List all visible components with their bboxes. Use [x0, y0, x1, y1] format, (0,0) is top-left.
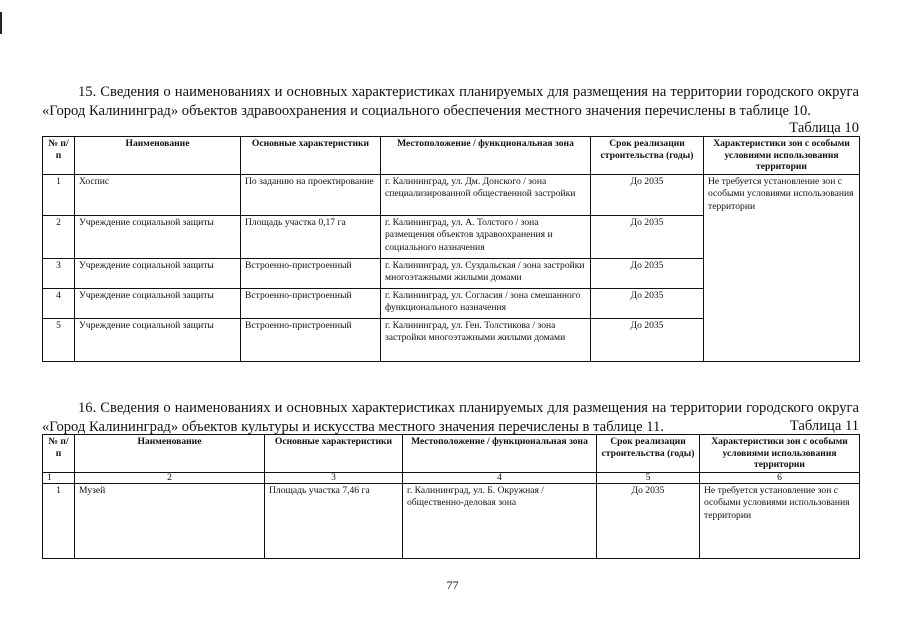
col-number: 4: [403, 472, 597, 483]
header-characteristics: Основные характеристики: [265, 435, 403, 473]
cell-num: 1: [43, 174, 75, 215]
cell-characteristics: Встроенно-пристроенный: [241, 258, 381, 288]
header-name: Наименование: [75, 137, 241, 175]
header-zones: Характеристики зон с особыми условиями использования территории: [704, 137, 860, 175]
cell-location: г. Калининград, ул. Согласия / зона смешанного функционального назначения: [381, 288, 591, 318]
page-number: 77: [446, 578, 459, 592]
col-number: 1: [43, 472, 75, 483]
cell-location: г. Калининград, ул. Суздальская / зона застройки многоэтажными жилыми домами: [381, 258, 591, 288]
cell-name: Учреждение социальной защиты: [75, 215, 241, 258]
cell-term: До 2035: [591, 174, 704, 215]
header-term: Срок реализации строительства (годы): [591, 137, 704, 175]
column-number-row: [43, 472, 860, 483]
cell-zones: Не требуется установление зон с особыми условиями использования территории: [700, 483, 860, 558]
cell-zones-merged: Не требуется установление зон с особыми условиями использования территории: [704, 174, 860, 361]
table-11-header-row: [43, 435, 860, 473]
cell-characteristics: Площадь участка 7,46 га: [265, 483, 403, 558]
table-11: [42, 434, 860, 559]
table-row: [43, 174, 860, 215]
scan-edge-mark: [0, 12, 2, 34]
cell-location: г. Калининград, ул. Дм. Донского / зона специализированной общественной застройки: [381, 174, 591, 215]
cell-num: 4: [43, 288, 75, 318]
col-number: 6: [700, 472, 860, 483]
cell-location: г. Калининград, ул. А. Толстого / зона размещения объектов здравоохранения и социального назначения: [381, 215, 591, 258]
section-15-paragraph: 15. Сведения о наименованиях и основных характеристиках планируемых для размещения на территории городского округа «Город Калининград» объектов здравоохранения и социального обеспечения местного значения перечислены в таблице 10.: [42, 83, 859, 119]
table-10-header-row: [43, 137, 860, 175]
col-number: 2: [75, 472, 265, 483]
cell-characteristics: Встроенно-пристроенный: [241, 318, 381, 361]
cell-term: До 2035: [591, 215, 704, 258]
cell-num: 3: [43, 258, 75, 288]
cell-location: г. Калининград, ул. Ген. Толстикова / зона застройки многоэтажными жилыми домами: [381, 318, 591, 361]
table-11-caption: Таблица 11: [789, 418, 859, 434]
header-num: № п/п: [43, 137, 75, 175]
table-row: [43, 483, 860, 558]
cell-num: 1: [43, 483, 75, 558]
header-num: № п/п: [43, 435, 75, 473]
section-16-paragraph: 16. Сведения о наименованиях и основных характеристиках планируемых для размещения на территории городского округа «Город Калининград» объектов культуры и искусства местного значения перечислены в таблице 11.: [42, 399, 859, 435]
header-location: Местоположение / функциональная зона: [381, 137, 591, 175]
cell-name: Учреждение социальной защиты: [75, 318, 241, 361]
cell-term: До 2035: [591, 258, 704, 288]
cell-name: Музей: [75, 483, 265, 558]
header-characteristics: Основные характеристики: [241, 137, 381, 175]
cell-name: Учреждение социальной защиты: [75, 258, 241, 288]
table-10-caption: Таблица 10: [789, 120, 859, 136]
cell-characteristics: Площадь участка 0,17 га: [241, 215, 381, 258]
cell-name: Хоспис: [75, 174, 241, 215]
table-10: [42, 136, 860, 362]
cell-term: До 2035: [591, 288, 704, 318]
cell-num: 2: [43, 215, 75, 258]
cell-term: До 2035: [591, 318, 704, 361]
cell-characteristics: Встроенно-пристроенный: [241, 288, 381, 318]
header-name: Наименование: [75, 435, 265, 473]
cell-characteristics: По заданию на проектирование: [241, 174, 381, 215]
cell-name: Учреждение социальной защиты: [75, 288, 241, 318]
col-number: 3: [265, 472, 403, 483]
header-term: Срок реализации строительства (годы): [597, 435, 700, 473]
cell-num: 5: [43, 318, 75, 361]
cell-location: г. Калининград, ул. Б. Окружная / общественно-деловая зона: [403, 483, 597, 558]
header-zones: Характеристики зон с особыми условиями использования территории: [700, 435, 860, 473]
header-location: Местоположение / функциональная зона: [403, 435, 597, 473]
col-number: 5: [597, 472, 700, 483]
cell-term: До 2035: [597, 483, 700, 558]
